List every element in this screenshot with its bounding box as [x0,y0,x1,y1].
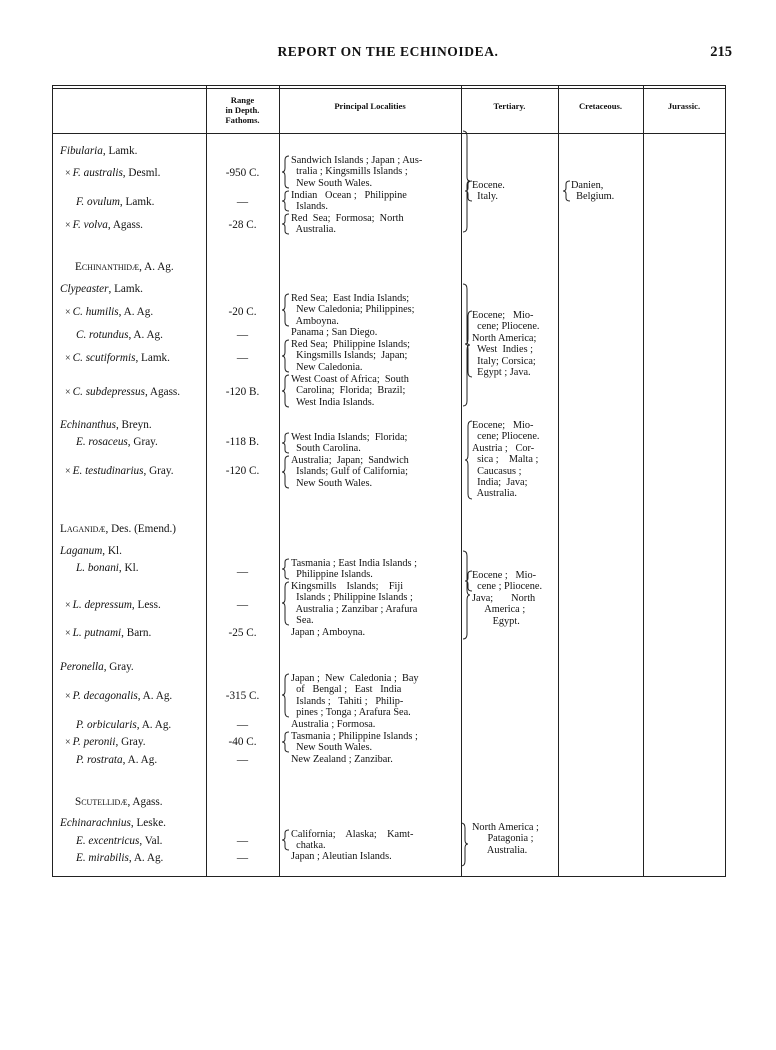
tertiary-text: North America ; Patagonia ; Australia. [472,822,539,856]
column-header-cretaceous: Cretaceous. [578,101,623,111]
species-row: × C. subdepressus, Agass. [65,386,181,398]
depth-range: -120 C. [225,465,260,477]
left-brace-icon [282,432,290,454]
left-brace-icon [282,374,290,408]
depth-range: — [236,599,249,611]
localities-text: Japan ; Amboyna. [291,627,366,638]
column-header-tertiary: Tertiary. [493,101,526,111]
localities-text: Australia ; Formosa. [291,719,376,730]
localities-text: Red Sea; Philippine Islands; Kingsmills Islands; Japan; New Caledonia. [291,339,410,373]
running-title: REPORT ON THE ECHINOIDEA. [277,44,499,59]
column-header-localities: Principal Localities [334,101,406,111]
family-heading: Scutellidæ, Agass. [75,796,163,808]
species-row: × L. depressum, Less. [65,599,161,611]
species-row: L. bonani, Kl. [76,562,139,574]
localities-text: Tasmania ; Philippine Islands ; New South Wales. [291,731,418,754]
genus-heading: Clypeaster, Lamk. [60,283,143,295]
depth-range: — [236,352,249,364]
left-brace-icon [563,180,571,202]
depth-range: -120 B. [225,386,260,398]
tertiary-text: Eocene. Italy. [472,180,505,203]
cretaceous-text: Danien, Belgium. [571,180,615,203]
column-header-range: Range in Depth. Fathoms. [225,95,260,125]
localities-text: Japan ; Aleutian Islands. [291,851,392,862]
left-brace-icon [282,581,290,626]
species-row: × P. decagonalis, A. Ag. [65,690,173,702]
species-row: E. excentricus, Val. [76,835,163,847]
tertiary-text: Eocene; Mio- cene; Pliocene. North America; West Indies ; Italy; Corsica; Egypt ; Java. [472,310,540,379]
depth-range: -28 C. [228,219,257,231]
localities-text: New Zealand ; Zanzibar. [291,754,393,765]
genus-heading: Peronella, Gray. [60,661,134,673]
genus-heading: Laganum, Kl. [60,545,122,557]
depth-range: -118 B. [225,436,260,448]
depth-range: — [236,719,249,731]
depth-range: — [236,754,249,766]
localities-text: Japan ; New Caledonia ; Bay of Bengal ; East India Islands ; Tahiti ; Philip- pines ; Tonga ; Arafura Sea. [291,673,419,719]
species-row: × L. putnami, Barn. [65,627,152,639]
column-header-jurassic: Jurassic. [667,101,701,111]
depth-range: -25 C. [228,627,257,639]
left-brace-icon [282,190,290,212]
depth-range: — [236,196,249,208]
tertiary-text: Eocene ; Mio- cene ; Pliocene. Java; North America ; Egypt. [472,570,543,627]
localities-text: California; Alaska; Kamt- chatka. [291,829,414,852]
genus-heading: Fibularia, Lamk. [60,145,138,157]
species-row: F. ovulum, Lamk. [76,196,155,208]
left-brace-icon [282,829,290,851]
localities-text: Red Sea; East India Islands; New Caledonia; Philippines; Amboyna. [291,293,415,327]
localities-text: West India Islands; Florida; South Carolina. [291,432,408,455]
left-brace-icon [282,155,290,189]
species-row: P. orbicularis, A. Ag. [76,719,172,731]
species-row: × C. humilis, A. Ag. [65,306,154,318]
depth-range: -315 C. [225,690,260,702]
depth-range: — [236,566,249,578]
genus-heading: Echinarachnius, Leske. [60,817,166,829]
left-brace-icon [465,420,473,500]
left-brace-icon [282,455,290,489]
localities-text: Red Sea; Formosa; North Australia. [291,213,404,236]
species-row: E. mirabilis, A. Ag. [76,852,164,864]
left-brace-icon [282,558,290,580]
species-row: P. rostrata, A. Ag. [76,754,158,766]
localities-text: Tasmania ; East India Islands ; Philippine Islands. [291,558,417,581]
left-brace-icon [282,339,290,373]
left-brace-icon [282,731,290,753]
tertiary-text: Eocene; Mio- cene; Pliocene. Austria ; Cor- sica ; Malta ; Caucasus ; India; Java; Australia. [472,420,540,500]
species-row: E. rosaceus, Gray. [76,436,158,448]
left-brace-icon [465,310,473,378]
genus-heading: Echinanthus, Breyn. [60,419,152,431]
left-brace-icon [465,570,473,592]
depth-range: — [236,835,249,847]
family-heading: Laganidæ, Des. (Emend.) [60,523,177,535]
species-row: × C. scutiformis, Lamk. [65,352,170,364]
localities-text: West Coast of Africa; South Carolina; Florida; Brazil; West India Islands. [291,374,409,408]
localities-text: Panama ; San Diego. [291,327,378,338]
page-number: 215 [710,44,732,60]
left-brace-icon [282,293,290,327]
depth-range: -20 C. [228,306,257,318]
localities-text: Kingsmills Islands; Fiji Islands ; Philippine Islands ; Australia ; Zanzibar ; Arafura Sea. [291,581,418,627]
localities-text: Indian Ocean ; Philippine Islands. [291,190,407,213]
right-brace-icon [461,822,469,867]
depth-range: -950 C. [225,167,260,179]
right-brace-icon [463,550,471,640]
species-row: × F. volva, Agass. [65,219,143,231]
species-row: C. rotundus, A. Ag. [76,329,163,341]
depth-range: — [236,329,249,341]
species-row: × P. peronii, Gray. [65,736,146,748]
depth-range: — [236,852,249,864]
left-brace-icon [282,213,290,235]
depth-range: -40 C. [228,736,257,748]
species-row: × F. australis, Desml. [65,167,161,179]
species-row: × E. testudinarius, Gray. [65,465,174,477]
localities-text: Australia; Japan; Sandwich Islands; Gulf of California; New South Wales. [291,455,409,489]
localities-text: Sandwich Islands ; Japan ; Aus- tralia ; Kingsmills Islands ; New South Wales. [291,155,423,189]
left-brace-icon [282,673,290,718]
left-brace-icon [465,180,473,202]
family-heading: Echinanthidæ, A. Ag. [75,261,174,273]
